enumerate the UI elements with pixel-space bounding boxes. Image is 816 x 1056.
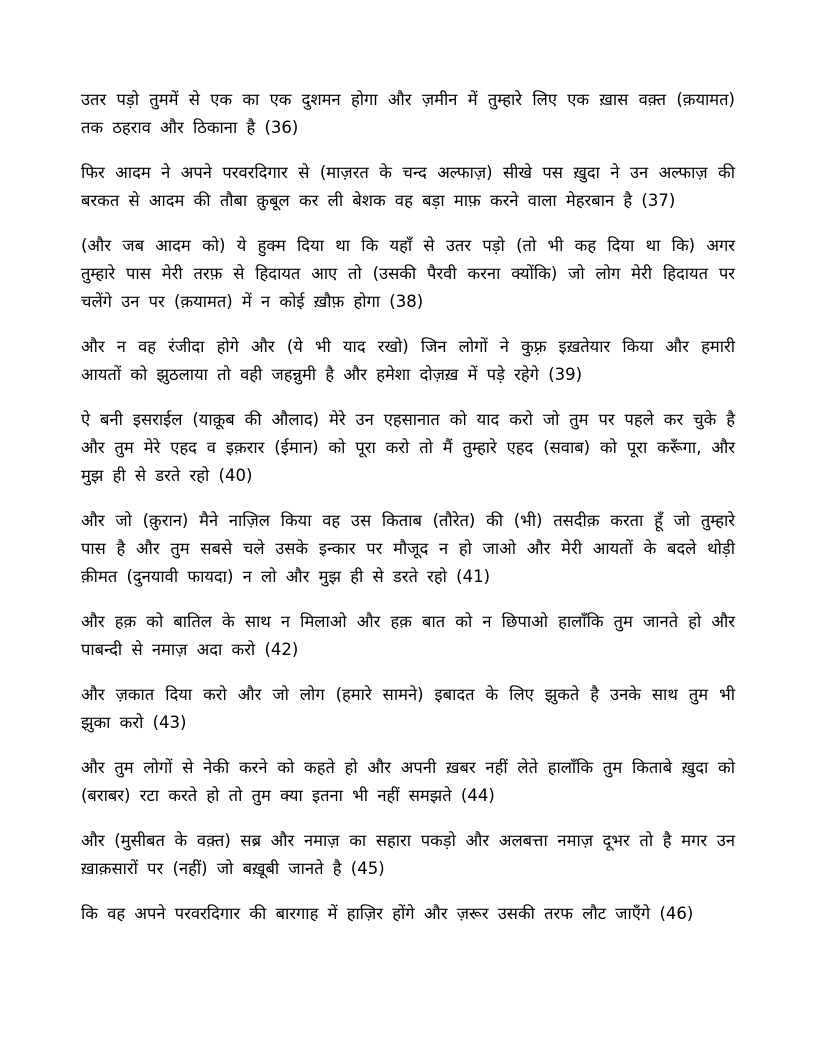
verse-paragraph-37: फिर आदम ने अपने परवरदिगार से (माज़रत के चन्द अल्फाज़) सीखे पस ख़ुदा ने उन अल्फाज़ की बरकत से आदम की तौबा क़ुबूल कर ली बेशक वह बड़ा माफ़ करने वाला मेहरबान है (37) — [81, 163, 735, 210]
verse-paragraph-44: और तुम लोगों से नेकी करने को कहते हो और अपनी ख़बर नहीं लेते हालाँकि तुम किताबे ख़ुदा को (बराबर) रटा करते हो तो तुम क्या इतना भी नहीं समझते (44) — [81, 758, 735, 805]
verse-paragraph-46: कि वह अपने परवरदिगार की बारगाह में हाज़िर होंगे और ज़रूर उसकी तरफ लौट जाएँगे (46) — [81, 904, 694, 923]
verse-paragraph-41: और जो (क़ुरान) मैने नाज़िल किया वह उस किताब (तौरेत) की (भी) तसदीक़ करता हूँ जो तुम्हारे पास है और तुम सबसे चले उसके इन्कार पर मौजूद न हो जाओ और मेरी आयतों के बदले थोड़ी क़ीमत (दुनयावी फायदा) न लो और मुझ ही से डरते रहो (41) — [81, 511, 735, 586]
verses-container — [81, 86, 735, 928]
verse-paragraph-45: और (मुसीबत के वक़्त) सब्र और नमाज़ का सहारा पकड़ो और अलबत्ता नमाज़ दूभर तो है मगर उन ख़ाक़सारों पर (नहीं) जो बख़ूबी जानते है (45) — [81, 831, 735, 878]
verse-paragraph-40: ऐ बनी इसराईल (याक़ूब की औलाद) मेरे उन एहसानात को याद करो जो तुम पर पहले कर चुके है और तुम मेरे एहद व इक़रार (ईमान) को पूरा करो तो मैं तुम्हारे एहद (सवाब) को पूरा करूँगा, और मुझ ही से डरते रहो (40) — [81, 410, 735, 485]
verse-paragraph-36: उतर पड़ो तुममें से एक का एक दुशमन होगा और ज़मीन में तुम्हारे लिए एक ख़ास वक़्त (क़यामत) तक ठहराव और ठिकाना है (36) — [81, 90, 735, 137]
verse-paragraph-43: और ज़कात दिया करो और जो लोग (हमारे सामने) इबादत के लिए झुकते है उनके साथ तुम भी झुका करो (43) — [81, 685, 735, 732]
verse-paragraph-38: (और जब आदम को) ये हुक्म दिया था कि यहाँ से उतर पड़ो (तो भी कह दिया था कि) अगर तुम्हारे पास मेरी तरफ़ से हिदायत आए तो (उसकी पैरवी करना क्योंकि) जो लोग मेरी हिदायत पर चलेंगे उन पर (क़यामत) में न कोई ख़ौफ़ होगा (38) — [81, 236, 735, 311]
verse-paragraph-39: और न वह रंजीदा होगे और (ये भी याद रखो) जिन लोगों ने कुफ़्र इख़तेयार किया और हमारी आयतों को झुठलाया तो वही जहन्नुमी है और हमेशा दोज़ख़ में पड़े रहेगे (39) — [81, 337, 735, 384]
verse-paragraph-42: और हक़ को बातिल के साथ न मिलाओ और हक़ बात को न छिपाओ हालाँकि तुम जानते हो और पाबन्दी से नमाज़ अदा करो (42) — [81, 612, 735, 659]
